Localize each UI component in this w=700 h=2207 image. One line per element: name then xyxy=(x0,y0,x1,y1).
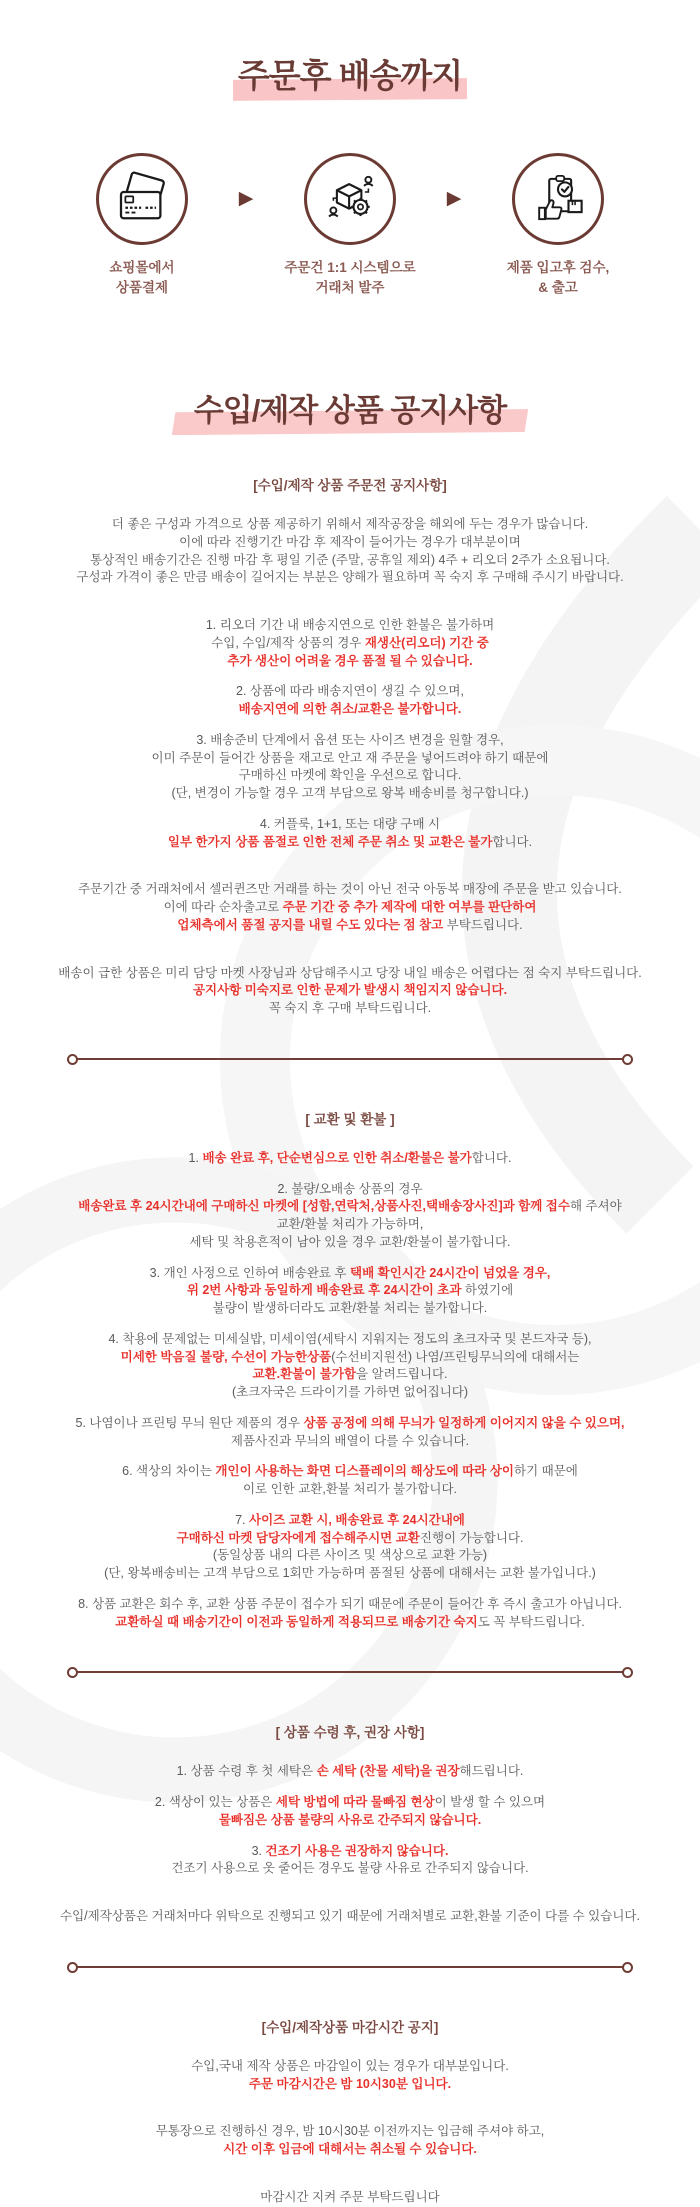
text: 해 주셔야 xyxy=(569,1199,622,1214)
text: 부탁드립니다. xyxy=(443,917,523,932)
text-emphasis-red: 업체측에서 품절 공지를 내릴 수도 있다는 점 참고 xyxy=(177,917,444,932)
step-inspection xyxy=(474,153,642,297)
paragraph xyxy=(40,1596,660,1632)
text: 3. 개인 사정으로 인하여 배송완료 후 xyxy=(149,1265,350,1280)
text-emphasis-red: 건조기 사용은 권장하지 않습니다. xyxy=(265,1843,449,1858)
text: 4. 착용에 문제없는 미세실밥, 미세이염(세탁시 지워지는 정도의 초크자국 및 본드자국 등), xyxy=(108,1331,592,1346)
text: 교환/환불 처리가 가능하며, xyxy=(276,1217,424,1232)
paragraph xyxy=(40,1794,660,1830)
text: 이미 주문이 들어간 상품을 재고로 안고 재 주문을 넣어드려야 하기 때문에 xyxy=(151,750,549,765)
text-emphasis-red: 세탁 방법에 따라 물빠짐 현상 xyxy=(275,1795,435,1810)
order-process-steps xyxy=(0,153,700,297)
text: 을 알려드립니다. xyxy=(356,1367,448,1382)
text: 마감시간 지켜 주문 부탁드립니다 xyxy=(260,2189,440,2204)
text: 배송이 급한 상품은 미리 담당 마켓 사장님과 상담해주시고 당장 내일 배송은 어렵다는 점 숙지 부탁드립니다. xyxy=(58,965,642,980)
text: 구성과 가격이 좋은 만큼 배송이 길어지는 부분은 양해가 필요하며 꼭 숙지 후 구매해 주시기 바랍니다. xyxy=(76,570,624,585)
text: 1. 상품 수령 후 첫 세탁은 xyxy=(176,1764,317,1779)
text-emphasis-red: 사이즈 교환 시, 배송완료 후 24시간내에 xyxy=(249,1512,465,1527)
text: 2. 불량/오배송 상품의 경우 xyxy=(277,1181,423,1196)
step-label xyxy=(266,258,434,297)
text-emphasis-red: 주문 기간 중 추가 제작에 대한 여부를 판단하여 xyxy=(282,900,537,915)
text: 수입/제작상품은 거래처마다 위탁으로 진행되고 있기 때문에 거래처별로 교환,환불 기준이 다를 수 있습니다. xyxy=(60,1909,640,1924)
step-order-system xyxy=(266,153,434,297)
text-emphasis-red: 공지사항 미숙지로 인한 문제가 발생시 책임지지 않습니다. xyxy=(192,983,508,998)
text: (단, 왕복배송비는 고객 부담으로 1회만 가능하며 품절된 상품에 대해서는 교환 불가입니다.) xyxy=(104,1566,596,1581)
divider-ring-right xyxy=(622,1667,633,1678)
paragraph xyxy=(40,2123,660,2159)
text: 6. 색상의 차이는 xyxy=(122,1464,216,1479)
text: 건조기 사용으로 옷 줄어든 경우도 불량 사유로 간주되지 않습니다. xyxy=(171,1861,529,1876)
text: 2. 색상이 있는 상품은 xyxy=(154,1795,276,1810)
text: 1. 리오더 기간 내 배송지연으로 인한 환불은 불가하며 xyxy=(205,618,495,633)
text: 5. 나염이나 프린팅 무늬 원단 제품의 경우 xyxy=(75,1415,304,1430)
text-emphasis-red: 배송 완료 후, 단순변심으로 인한 취소/환불은 불가 xyxy=(202,1150,472,1165)
text: 도 꼭 부탁드립니다. xyxy=(477,1614,585,1629)
step-payment xyxy=(58,153,226,297)
divider-line xyxy=(76,1058,624,1060)
divider-ring-right xyxy=(622,1054,633,1065)
text: 더 좋은 구성과 가격으로 상품 제공하기 위해서 제작공장을 해외에 두는 경우가 많습니다. xyxy=(111,517,589,532)
notice-title: 수입/제작 상품 공지사항 xyxy=(194,385,506,430)
paragraph xyxy=(40,1763,660,1781)
text-emphasis-red: 주문 마감시간은 밤 10시30분 입니다. xyxy=(248,2076,452,2091)
text: 이 발생 할 수 있으며 xyxy=(434,1795,546,1810)
notice-title-wrap xyxy=(0,385,700,430)
arrow-glyph: ▶ xyxy=(238,188,254,209)
section-deadline xyxy=(40,2016,660,2207)
step-circle xyxy=(96,153,188,245)
section-header: [ 교환 및 환불 ] xyxy=(305,1111,395,1127)
text: 주문기간 중 거래처에서 셀러퀸즈만 거래를 하는 것이 아닌 전국 아동복 매장에 주문을 받고 있습니다. xyxy=(78,882,622,897)
paragraph xyxy=(40,1463,660,1499)
text: 1. xyxy=(188,1150,203,1165)
text: 수입,국내 제작 상품은 마감일이 있는 경우가 대부분입니다. xyxy=(191,2058,509,2073)
text: 합니다. xyxy=(492,834,533,849)
paragraph xyxy=(40,1512,660,1583)
text: (단, 변경이 가능할 경우 고객 부담으로 왕복 배송비를 청구합니다.) xyxy=(171,786,529,801)
text: 이에 따라 진행기간 마감 후 제작이 들어가는 경우가 대부분이며 xyxy=(179,534,521,549)
section-pre-order xyxy=(40,474,660,1018)
text: 하기 때문에 xyxy=(514,1464,578,1479)
product-notice-page xyxy=(0,50,700,2207)
text-emphasis-red: 개인이 사용하는 화면 디스플레이의 해상도에 따라 상이 xyxy=(215,1464,514,1479)
step-label-line: 쇼핑몰에서 xyxy=(109,260,175,275)
paragraph xyxy=(40,1908,660,1926)
text: 불량이 발생하더라도 교환/환불 처리는 불가합니다. xyxy=(212,1301,488,1316)
section-body xyxy=(40,1150,660,1632)
text-emphasis-red: 위 2번 사항과 동일하게 배송완료 후 24시간이 초과 xyxy=(186,1283,462,1298)
text: 수입, 수입/제작 상품의 경우 xyxy=(211,635,365,650)
paragraph xyxy=(40,1265,660,1318)
text: (초크자국은 드라이기를 가하면 없어집니다) xyxy=(231,1385,469,1400)
text: 무통장으로 진행하신 경우, 밤 10시30분 이전까지는 입금해 주셔야 하고, xyxy=(155,2124,545,2139)
paragraph xyxy=(40,881,660,934)
text: 이에 따라 순차출고로 xyxy=(163,900,283,915)
paragraph xyxy=(40,1150,660,1168)
section-body xyxy=(40,1763,660,1926)
section-divider xyxy=(67,1667,633,1677)
text: 2. 상품에 따라 배송지연이 생길 수 있으며, xyxy=(236,684,464,699)
order-system-icon xyxy=(322,171,378,227)
section-body xyxy=(40,2058,660,2207)
text: 합니다. xyxy=(471,1150,512,1165)
arrow-right-icon xyxy=(226,187,266,210)
paragraph xyxy=(40,732,660,803)
section-divider xyxy=(67,1054,633,1064)
paragraph xyxy=(40,1843,660,1879)
arrow-glyph: ▶ xyxy=(446,188,462,209)
text-emphasis-red: 재생산(리오더) 기간 중 xyxy=(364,635,489,650)
divider-line xyxy=(76,1966,624,1968)
section-divider xyxy=(67,1962,633,1972)
text-emphasis-red: 미세한 박음질 불량, 수선이 가능한상품 xyxy=(120,1349,332,1364)
step-label-line: 거래처 발주 xyxy=(315,279,385,295)
text-emphasis-red: 물빠짐은 상품 불량의 사유로 간주되지 않습니다. xyxy=(218,1812,482,1827)
section-body xyxy=(40,516,660,1018)
text: 제품사진과 무늬의 배열이 다를 수 있습니다. xyxy=(230,1433,470,1448)
text-emphasis-red: 시간 이후 입금에 대해서는 취소될 수 있습니다. xyxy=(223,2142,477,2157)
section-exchange-refund xyxy=(40,1108,660,1632)
text-emphasis-red: 배송완료 후 24시간내에 구매하신 마켓에 [성함,연락처,상품사진,택배송장사진]과 함께 접수 xyxy=(78,1199,570,1214)
step-label-line: 주문건 1:1 시스템으로 xyxy=(284,260,416,275)
text-emphasis-red: 손 세탁 (찬물 세탁)을 권장 xyxy=(316,1764,460,1779)
paragraph xyxy=(40,1415,660,1451)
paragraph xyxy=(40,816,660,852)
paragraph xyxy=(40,2058,660,2094)
paragraph xyxy=(40,965,660,1018)
paragraph xyxy=(40,2189,660,2207)
text: 통상적인 배송기간은 진행 마감 후 평일 기준 (주말, 공휴일 제외) 4주 + 리오더 2주가 소요됩니다. xyxy=(90,552,610,567)
divider-ring-right xyxy=(622,1962,633,1973)
text: 꼭 숙지 후 구매 부탁드립니다. xyxy=(268,1001,432,1016)
text: 4. 커플룩, 1+1, 또는 대량 구매 시 xyxy=(259,816,441,831)
text-emphasis-red: 구매하신 마켓 담당자에게 접수해주시면 교환 xyxy=(176,1530,420,1545)
step-label-line: & 출고 xyxy=(538,279,578,295)
section-header: [수입/제작상품 마감시간 공지] xyxy=(261,2019,439,2035)
text: 이로 인한 교환,환불 처리가 불가합니다. xyxy=(242,1482,458,1497)
credit-card-icon xyxy=(114,171,170,227)
text: 3. xyxy=(251,1843,266,1858)
text: 하였기에 xyxy=(461,1283,514,1298)
section-after-receipt xyxy=(40,1721,660,1926)
step-label-line: 상품결제 xyxy=(115,279,169,295)
text: 세탁 및 착용흔적이 남아 있을 경우 교환/환불이 불가합니다. xyxy=(189,1234,511,1249)
text: (동일상품 내의 다른 사이즈 및 색상으로 교환 가능) xyxy=(212,1548,488,1563)
paragraph xyxy=(40,1331,660,1402)
step-label-line: 제품 입고후 검수, xyxy=(506,260,610,275)
text: 7. xyxy=(235,1512,250,1527)
divider-line xyxy=(76,1671,624,1673)
text-emphasis-red: 배송지연에 의한 취소/교환은 불가합니다. xyxy=(238,702,462,717)
hero xyxy=(0,50,700,97)
section-header: [수입/제작 상품 주문전 공지사항] xyxy=(253,478,447,494)
text: 3. 배송준비 단계에서 옵션 또는 사이즈 변경을 원할 경우, xyxy=(196,732,504,747)
text-emphasis-red: 교환하실 때 배송기간이 이전과 동일하게 적용되므로 배송기간 숙지 xyxy=(115,1614,478,1629)
text: 해드립니다. xyxy=(459,1764,524,1779)
text-emphasis-red: 택배 확인시간 24시간이 넘었을 경우, xyxy=(350,1265,551,1280)
text: (수선비지원선) 나염/프린팅무늬의에 대해서는 xyxy=(331,1349,580,1364)
step-circle xyxy=(512,153,604,245)
page-title: 주문후 배송까지 xyxy=(238,50,462,97)
text: 진행이 가능합니다. xyxy=(419,1530,524,1545)
text-emphasis-red: 교환.환불이 불가함 xyxy=(252,1367,357,1382)
text-emphasis-red: 일부 한가지 상품 품절로 인한 전체 주문 취소 및 교환은 불가 xyxy=(167,834,493,849)
step-circle xyxy=(304,153,396,245)
text: 구매하신 마켓에 확인을 우선으로 합니다. xyxy=(238,768,462,783)
text-emphasis-red: 상품 공정에 의해 무늬가 일정하게 이어지지 않을 수 있으며, xyxy=(303,1415,625,1430)
text: 8. 상품 교환은 회수 후, 교환 상품 주문이 접수가 되기 때문에 주문이 들어간 후 즉시 출고가 아닙니다. xyxy=(78,1596,622,1611)
paragraph xyxy=(40,1181,660,1252)
inspection-shipping-icon xyxy=(530,171,586,227)
section-header: [ 상품 수령 후, 권장 사항] xyxy=(275,1725,425,1741)
paragraph xyxy=(40,617,660,670)
arrow-right-icon xyxy=(434,187,474,210)
step-label xyxy=(58,258,226,297)
step-label xyxy=(474,258,642,297)
text-emphasis-red: 추가 생산이 어려울 경우 품절 될 수 있습니다. xyxy=(227,653,473,668)
paragraph xyxy=(40,683,660,719)
paragraph xyxy=(40,516,660,587)
